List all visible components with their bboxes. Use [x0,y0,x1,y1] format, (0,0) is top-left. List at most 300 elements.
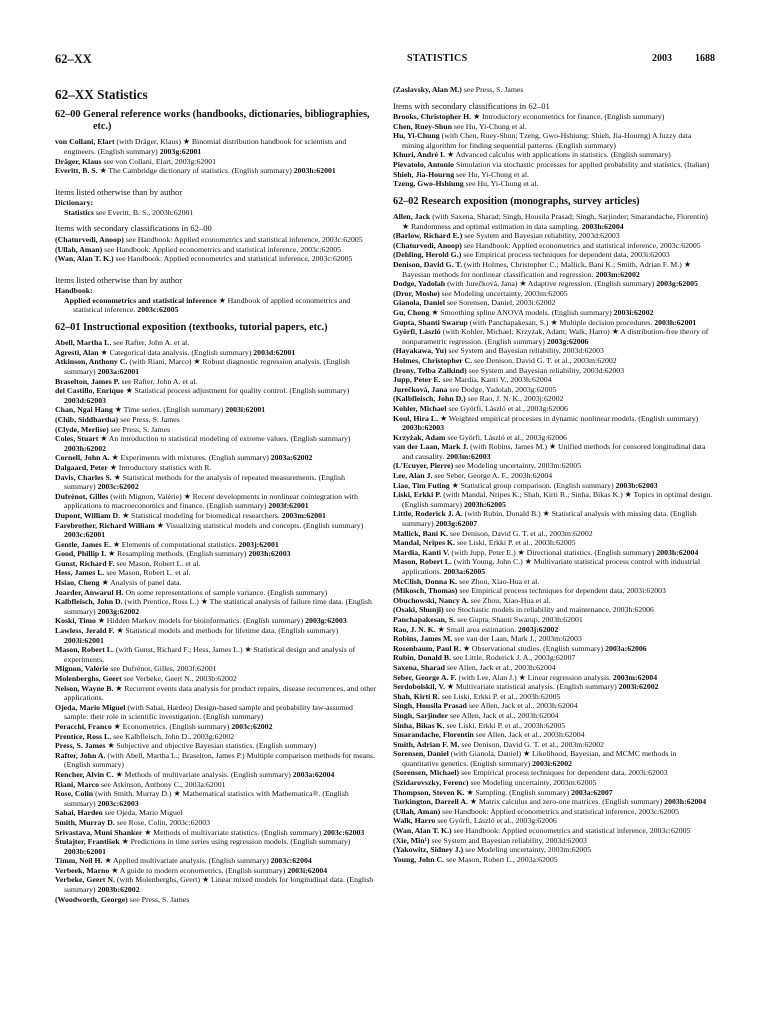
entry-description: see Denison, David G. T. et al., 2003m:62002 [459,739,605,749]
entry-author: Hsiao, Cheng [55,578,100,588]
entry-author: Kohler, Michael [393,403,447,413]
entry-author: Pievatolo, Antonio [393,160,455,170]
index-entry [393,394,715,404]
index-entry [393,768,715,778]
index-entry [393,855,715,865]
entry-review-number: 2003m:62003 [446,451,491,461]
entry-description: see Handbook: Applied econometrics and statistical inference, 2003c:62005 [440,806,680,816]
entry-description: (with Sahai, Hardeo) Design-based sample and probability law-assumed sample: their role in scientific investigation. (English summary) [64,702,353,722]
entry-description: see Empirical process techniques for dependent data, 2003i:62003 [457,586,666,596]
entry-description: see Zhou, Xiao-Hua et al. [468,595,551,605]
entry-author: (Hayakawa, Yu) [393,346,447,356]
entry-author: Khuri, André I. [393,150,445,160]
entry-author: (Dehling, Herold G.) [393,250,462,260]
entry-review-number: 2003j:62001 [238,539,279,549]
entry-description: see Press, S. James [118,414,180,424]
entry-description: see Hu, Yi-Chung et al. [451,121,527,131]
entry-description: see Rao, J. N. K., 2003j:62002 [465,394,564,404]
index-entry [393,788,715,798]
entry-author: Gentle, James E. [55,539,111,549]
entry-author: Statistics [64,207,94,217]
index-entry [55,377,378,387]
entry-description: see Kalbfleisch, John D., 2003g:62002 [111,731,235,741]
index-entry [393,634,715,644]
entry-description: ★ Experiments with mixtures. (English summary) [109,453,271,463]
entry-description: ★ Statistical group comparison. (English summary) [449,480,616,490]
entry-author: Singh, Sarjinder [393,710,449,720]
entry-description: ★ Subjective and objective Bayesian statistics. (English summary) [105,741,317,751]
index-entry [393,529,715,539]
entry-description: (with Riani, Marco) ★ Robust diagnostic regression analysis. (English summary) [64,357,350,377]
entry-author: Štulajter, František [55,837,120,847]
entry-description: (with Robins, James M.) ★ Unified methods for censored longitudinal data and causality. [402,442,706,461]
entry-author: Dupont, William D. [55,510,121,520]
entry-review-number: 2003a:62001 [97,367,140,377]
subsection-title: 62–02 Research exposition (monographs, survey articles) [393,195,640,207]
entry-description: see Handbook: Applied econometrics and statistical inference, 2003c:62005 [123,234,363,244]
entry-review-number: 2003h:62001 [293,166,336,176]
spacer [55,176,378,181]
index-entry [55,286,378,296]
entry-description: see Little, Roderick J. A., 2003g:62007 [451,653,576,663]
entry-author: Shah, Kirti R. [393,691,440,701]
entry-description: see von Collani, Elart, 2003g:62001 [101,156,217,166]
index-entry [393,605,715,615]
entry-author: Lawless, Jerald F. [55,626,115,636]
entry-description: (with Smith, Murray D.) ★ Mathematical statistics with Mathematica®. (English summary) [64,789,349,808]
entry-description: On some representations of sample variance. (English summary) [123,587,328,597]
entry-description: see Atkinson, Anthony C., 2003a:62001 [99,779,226,789]
index-entry [393,711,715,721]
entry-author: Liao, Tim Futing [393,480,450,490]
entry-review-number: 2003i:62004 [287,865,328,875]
entry-review-number: 2003b:62001 [64,846,107,856]
index-entry [393,673,715,683]
index-entry [55,645,378,664]
entry-author: Jupp, Peter E. [393,375,441,385]
entry-author: Sahai, Hardeo [55,808,103,818]
entry-author: Agresti, Alan [55,347,99,357]
entry-description: ★ Applied multivariate analysis. (English summary) [102,856,271,866]
index-entry [55,578,378,588]
entry-author: Press, S. James [55,741,106,751]
entry-review-number: 2003i:62002 [613,307,654,317]
entry-description: see Stochastic models in reliability and maintenance, 2003h:62006 [443,605,654,615]
entry-author: Abell, Martha L. [55,338,112,348]
index-entry [55,837,378,856]
index-entry [55,895,378,905]
entry-description: (with Holmes, Christopher C.; Mallick, Bani K.; Smith, Adrian F. M.) ★ Bayesian methods for nonlinear classification and regression. [402,260,691,279]
index-entry [393,366,715,376]
entry-description: ★ Hidden Markov models for bioinformatics. (English summary) [95,616,306,626]
index-entry [393,653,715,663]
entry-author: McClish, Donna K. [393,576,458,586]
index-entry [393,509,715,528]
index-entry [393,701,715,711]
entry-author: Turkington, Darrell A. [393,797,468,807]
entry-review-number: 2003i:62002 [532,758,572,768]
index-entry [55,386,378,405]
entry-author: Gunst, Richard F. [55,558,115,568]
entry-review-number: 2003m:62001 [281,510,326,520]
entry-author: Srivastava, Muni Shanker [55,827,143,837]
index-entry [55,245,378,255]
index-entry [393,692,715,702]
entry-description: ★ Sampling. (English summary) [464,787,572,797]
entry-description: see Allen, Jack et al., 2003h:62004 [473,730,585,740]
entry-author: Hu, Yi-Chung [393,131,440,141]
entry-review-number: 2003g:62003 [305,616,347,626]
entry-review-number: 2003h:62001 [654,317,697,327]
index-entry [55,808,378,818]
entry-author: Farebrother, Richard William [55,520,155,530]
entry-description: ★ A guide to modern econometrics. (English summary) [109,865,288,875]
entry-description: see Verbeke, Geert N., 2003b:62002 [121,674,237,684]
entry-review-number: 2003a:62005 [443,567,486,577]
entry-author: Gianola, Daniel [393,298,445,308]
entry-description: see Seber, George A. F., 2003h:62004 [432,471,553,481]
entry-author: (Ullah, Aman) [393,806,441,816]
entry-author: (Ullah, Aman) [55,244,103,254]
index-entry [55,626,378,645]
entry-review-number: 2003a:62007 [571,787,613,797]
entry-description: Simulation via stochastic processes for applied probability and statistics. (Italian) [454,160,710,170]
entry-description: (with Prentice, Ross L.) ★ The statistical analysis of failure time data. (English summary) [64,597,372,616]
index-entry [393,663,715,673]
index-entry [55,549,378,559]
entry-author: Dodge, Yadolah [393,279,446,289]
entry-description: see Liski, Erkki P. et al., 2003h:62005 [439,691,561,701]
index-entry [55,521,378,540]
entry-author: Seber, George A. F. [393,672,457,682]
entry-description: ★ Multivariate statistical analysis. (English summary) [444,682,619,692]
entry-author: Mason, Robert L. [55,645,114,655]
entry-description: see Press, S. James [108,424,171,434]
entry-author: Thompson, Steven K. [393,787,465,797]
entry-review-number: 2003b:62002 [97,885,140,895]
entry-review-number: 2003h:62003 [248,549,291,559]
entry-author: Peracchi, Franco [55,721,112,731]
entry-author: Koski, Timo [55,616,96,626]
entry-author: Robins, James M. [393,634,453,644]
entry-description: (with Dräger, Klaus) ★ Binomial distribution handbook for scientists and engineers. (English summary) [64,137,347,156]
entry-review-number: 2003d:62003 [64,395,107,405]
entry-author: Kalbfleisch, John D. [55,597,123,607]
entry-description: (with Jurečková, Jana) ★ Adaptive regression. (English summary) [445,279,657,289]
index-entry [55,741,378,751]
index-entry [393,160,715,170]
entry-author: Verbeek, Marno [55,865,110,875]
index-entry [393,260,715,279]
entry-description: ★ Resampling methods. (English summary) [106,549,249,559]
index-entry [393,308,715,318]
index-entry [393,577,715,587]
entry-review-number: 2003g:62007 [435,519,478,529]
index-entry [393,179,715,189]
entry-review-number: 2003g:62006 [546,336,589,346]
entry-description: see Dufrénot, Gilles, 2003f:62001 [108,664,217,674]
entry-author: Riani, Marco [55,779,100,789]
entry-description: (with Kohler, Michael; Krzyżak, Adam; Walk, Harro) ★ A distribution-free theory of nonparametric regression. (English summary) [402,327,709,346]
entry-review-number: 2003f:62001 [268,501,309,511]
entry-author: Dufrénot, Gilles [55,491,109,501]
index-entry [55,722,378,732]
index-entry [393,433,715,443]
entry-review-number: 2003i:62001 [225,405,266,415]
index-entry [393,112,715,122]
entry-description: see Mason, Robert L., 2003a:62005 [444,854,558,864]
entry-description: ★ Methods of multivariate statistics. (English summary) [142,827,324,837]
entry-description: ★ Handbook of applied econometrics and statistical inference. [73,295,351,315]
entry-author: Mandal, Nripes K. [393,538,455,548]
index-entry [393,490,715,509]
entry-author: Mason, Robert L. [393,557,452,567]
index-entry [393,318,715,328]
index-entry [55,415,378,425]
entry-author: (Dror, Moshe) [393,288,440,298]
section-title: 62–XX Statistics [55,87,148,102]
entry-description: see Allen, Jack et al., 2003h:62004 [466,701,578,711]
entry-author: Coles, Stuart [55,434,99,444]
index-entry [393,85,715,95]
entry-author: Denison, David G. T. [393,260,463,270]
index-entry [55,338,378,348]
entry-author: (Sorensen, Michael) [393,768,460,778]
index-entry [55,198,378,208]
entry-description: ★ Time series. (English summary) [112,405,226,415]
entry-author: Good, Phillip I. [55,549,107,559]
entry-description: see Handbook: Applied econometrics and statistical inference, 2003c:62005 [461,240,701,250]
entry-author: Mardia, Kanti V. [393,547,450,557]
entry-description: see Press, S. James [461,85,524,94]
index-entry [393,730,715,740]
entry-description: see System and Bayesian reliability, 2003d:62003 [462,231,620,241]
entry-author: Rose, Colin [55,789,94,799]
entry-description: see Dodge, Yadolah, 2003g:62005 [447,384,557,394]
entry-author: Verbeke, Geert N. [55,875,115,885]
entry-review-number: 2003g:62002 [97,606,140,616]
index-entry [393,826,715,836]
index-entry [393,740,715,750]
entry-author: Gu, Chong [393,307,430,317]
entry-author: (Barlow, Richard E.) [393,231,463,241]
index-subentry [55,208,378,218]
entry-description: see Denison, David G. T. et al., 2003m:62002 [472,355,617,365]
entry-author: Chen, Ruey-Shun [393,121,452,131]
spacer [55,264,378,269]
entry-description: see Allen, Jack et al., 2003h:62004 [448,710,559,720]
index-entry [55,511,378,521]
entry-author: Mignon, Valérie [55,664,109,674]
entry-author: Smith, Adrian F. M. [393,739,460,749]
entry-review-number: 2003i:62002 [618,682,659,692]
index-entry [55,425,378,435]
entry-description: ★ Categorical data analysis. (English summary) [98,347,254,357]
list-heading: Items listed otherwise than by author [55,274,183,285]
entry-review-number: 2003c:62004 [270,856,312,866]
entry-review-number: 2003h:62005 [463,499,506,509]
index-entry [55,405,378,415]
entry-description: ★ Statistical models and methods for lifetime data. (English summary) [114,626,339,636]
entry-author: Rosenbaum, Paul R. [393,643,462,653]
index-entry [55,473,378,492]
index-entry [393,122,715,132]
entry-description: (with Rubin, Donald B.) ★ Statistical analysis with missing data. (English summary) [402,509,697,529]
index-entry [393,170,715,180]
entry-description: see Handbook: Applied econometrics and statistical inference, 2003c:62005 [102,244,342,254]
index-entry [393,212,715,231]
index-entry [55,166,378,176]
entry-review-number: 2003m:62002 [595,269,640,279]
index-entry [55,235,378,245]
entry-author: Nelson, Wayne B. [55,683,114,693]
entry-review-number: 2003c:62005 [137,305,179,315]
entry-author: Cornell, John A. [55,453,110,463]
entry-description: ★ Introductory statistics with R. [107,462,212,472]
entry-description: (with Young, John C.) ★ Multivariate statistical process control with industrial applications. [402,557,701,577]
header-classification: 62–XX [55,52,92,66]
entry-author: Lee, Alan J. [393,471,433,481]
index-entry [55,348,378,358]
index-entry [55,616,378,626]
entry-author: Tzeng, Gwo-Hshiung [393,179,464,189]
entry-review-number: 2003b:62003 [615,480,658,490]
index-entry [393,845,715,855]
index-entry [393,356,715,366]
entry-review-number: 2003b:62003 [402,423,445,433]
index-entry [55,770,378,780]
list-heading: Items listed otherwise than by author [55,186,183,197]
entry-description: see Rafter, John A. et al. [119,376,198,386]
entry-description: ★ Analysis of panel data. [99,578,182,588]
entry-author: Timm, Neil H. [55,856,103,866]
entry-description: see Press, S. James [127,894,190,904]
entry-description: ★ Smoothing spline ANOVA models. (English summary) [429,307,614,317]
entry-author: (Zaslavsky, Alan M.) [393,85,462,94]
index-entry [393,749,715,768]
entry-author: Gupta, Shanti Swarup [393,317,468,327]
index-entry [55,357,378,376]
entry-description: (with Jupp, Peter E.) ★ Directional statistics. (English summary) [449,547,657,557]
entry-author: (Szidarovszky, Ferenc) [393,778,469,788]
entry-author: Krzyżak, Adam [393,432,446,442]
index-entry [55,664,378,674]
entry-description: ★ Statistical methods for the analysis of repeated measurements. (English summary) [64,472,346,492]
entry-author: Singh, Housila Prasad [393,701,467,711]
entry-review-number: 2003g:62005 [656,279,698,289]
entry-author: Young, John C. [393,854,445,864]
entry-author: (Irony, Telba Zalkind) [393,365,467,375]
index-entry [55,540,378,550]
entry-review-number: 2003a:62004 [292,769,335,779]
subsection-title: 62–01 Instructional exposition (textbooks, tutorial papers, etc.) [55,322,328,334]
entry-review-number: 2003a:62002 [270,453,313,463]
entry-author: Koul, Hira L. [393,413,439,423]
index-entry [393,538,715,548]
index-entry [393,586,715,596]
index-entry [393,131,715,150]
entry-author: van der Laan, Mark J. [393,442,469,452]
index-entry [55,453,378,463]
entry-description: (with Mignon, Valérie) ★ Recent developments in nonlinear cointegration with applications to macroeconomics and finance. (English summary) [64,491,358,511]
index-entry [55,703,378,722]
entry-description: ★ Matrix calculus and zero-one matrices. (English summary) [467,797,665,807]
entry-description: see Everitt, B. S., 2003h:62001 [93,207,194,217]
index-entry [55,751,378,770]
entry-author: Atkinson, Anthony C. [55,357,128,367]
entry-author: Sinha, Bikas K. [393,720,445,730]
entry-author: Liski, Erkki P. [393,490,442,500]
index-subentry [55,296,378,315]
entry-author: Rencher, Alvin C. [55,769,114,779]
entry-description: (with Gunst, Richard F.; Hess, James L.) ★ Statistical design and analysis of experiments. [64,645,356,664]
index-entry [55,856,378,866]
entry-description: (with Lee, Alan J.) ★ Linear regression analysis. [456,672,613,682]
entry-author: Holmes, Christopher C. [393,355,473,365]
entry-author: (Yakowitz, Sidney J.) [393,845,464,855]
index-entry [55,157,378,167]
index-entry [55,732,378,742]
entry-description: see Modeling uncertainty, 2003m:62005 [453,461,582,471]
entry-description: see Györfi, László et al., 2003g:62006 [435,816,557,826]
entry-review-number: 2003h:62004 [581,221,624,231]
entry-description: see Hu, Yi-Chung et al. [454,169,529,179]
index-entry [393,250,715,260]
entry-description: see System and Bayesian reliability, 2003d:62003 [446,346,604,356]
index-entry [55,254,378,264]
entry-description: see Györfi, László et al., 2003g:62006 [446,403,568,413]
entry-review-number: 2003c:62002 [97,482,139,492]
entry-author: Molenberghs, Geert [55,674,122,684]
entry-author: (Kalbfleisch, John D.) [393,394,466,404]
index-entry [55,828,378,838]
entry-author: Dalgaard, Peter [55,462,108,472]
index-entry [393,231,715,241]
header-page-number: 1688 [695,53,715,64]
entry-description: see Mason, Robert L. et al. [114,558,201,568]
entry-author: del Castillo, Enrique [55,386,124,396]
entry-review-number: 2003c:62003 [323,827,365,837]
entry-author: Saxena, Sharad [393,662,445,672]
entry-author: Prentice, Ross L. [55,731,112,741]
entry-description: see Modeling uncertainty, 2003m:62005 [439,288,568,298]
entry-description: (with Abell, Martha L.; Braselton, James P.) Multiple comparison methods for means. (English summary) [64,750,376,770]
subsection-title: 62–00 General reference works (handbooks, dictionaries, bibliographies, etc.) [55,109,370,133]
entry-author: Obuchowski, Nancy A. [393,595,469,605]
entry-description: see Empirical process techniques for dependent data, 2003i:62003 [461,250,670,260]
entry-description: ★ Econometrics. (English summary) [111,721,232,731]
entry-description: ★ The Cambridge dictionary of statistics. (English summary) [97,166,294,176]
entry-author: Everitt, B. S. [55,166,98,176]
entry-description: see Hu, Yi-Chung et al. [463,179,539,189]
index-entry [55,137,378,156]
entry-review-number: 2003d:62001 [253,347,296,357]
index-entry [393,481,715,491]
entry-author: Rao, J. N. K. [393,624,436,634]
entry-author: Smith, Murray D. [55,817,115,827]
index-entry [393,807,715,817]
index-entry [393,682,715,692]
index-entry [393,778,715,788]
entry-review-number: 2003g:62001 [159,147,202,156]
entry-author: Shieh, Jia-Hourng [393,169,455,179]
entry-description: ★ Weighted empirical processes in dynamic nonlinear models. (English summary) [438,413,699,423]
index-entry [55,875,378,894]
index-entry [55,588,378,598]
entry-description: ★ Recurrent events data analysis for product repairs, disease recurrences, and other applications. [64,683,377,703]
entry-description: see Liski, Erkki P. et al., 2003h:62005 [444,720,566,730]
index-entry [393,279,715,289]
